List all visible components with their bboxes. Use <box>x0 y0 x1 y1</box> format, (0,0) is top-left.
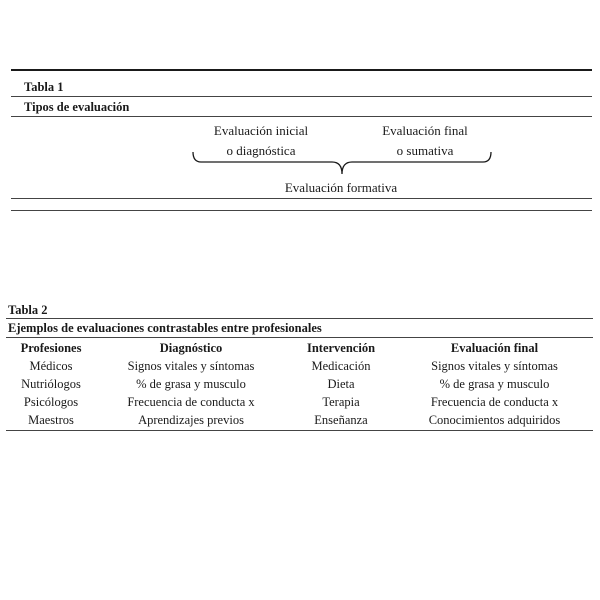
table-cell: Signos vitales y síntomas <box>431 359 558 373</box>
table-rule <box>6 318 593 319</box>
table-cell: % de grasa y musculo <box>439 377 550 391</box>
table-cell: Frecuencia de conducta x <box>127 395 255 409</box>
table-rule <box>6 430 593 431</box>
table-2 <box>6 300 593 435</box>
table-cell: % de grasa y musculo <box>136 377 246 391</box>
table-title: Ejemplos de evaluaciones contrastables entre profesionales <box>8 321 322 335</box>
table-1 <box>11 0 592 220</box>
label-line: o sumativa <box>396 143 454 158</box>
column-header-final-evaluation: Evaluación final <box>450 341 539 355</box>
table-row <box>6 375 593 393</box>
table-cell: Terapia <box>322 395 360 409</box>
table-cell: Aprendizajes previos <box>138 413 244 427</box>
column-header-diagnostic: Diagnóstico <box>159 341 223 355</box>
table-row <box>6 411 593 429</box>
column-header-professions: Profesiones <box>20 341 82 355</box>
curly-brace-icon <box>192 150 492 178</box>
table-cell: Médicos <box>29 359 73 373</box>
label-line: o diagnóstica <box>226 143 296 158</box>
table-cell: Nutriólogos <box>21 377 81 391</box>
table-cell: Dieta <box>327 377 355 391</box>
table-cell: Enseñanza <box>314 413 368 427</box>
table-number: Tabla 1 <box>24 80 64 94</box>
table-cell: Conocimientos adquiridos <box>428 413 561 427</box>
table-rule <box>11 96 592 97</box>
table-cell: Maestros <box>28 413 74 427</box>
table-cell: Psicólogos <box>23 395 79 409</box>
table-cell: Medicación <box>311 359 371 373</box>
label-line: Evaluación final <box>382 123 468 138</box>
table-cell: Signos vitales y síntomas <box>127 359 255 373</box>
label-line: Evaluación inicial <box>213 123 309 138</box>
table-row <box>6 357 593 375</box>
table-rule <box>11 69 592 71</box>
table-title: Tipos de evaluación <box>24 100 130 114</box>
table-number: Tabla 2 <box>8 303 48 317</box>
table-rule <box>11 198 592 199</box>
column-header-intervention: Intervención <box>306 341 376 355</box>
table-rule <box>11 210 592 211</box>
table-row <box>6 393 593 411</box>
table-rule <box>6 337 593 338</box>
formative-evaluation-label: Evaluación formativa <box>284 180 398 195</box>
table-rule <box>11 116 592 117</box>
comparison-table <box>6 339 593 429</box>
table-cell: Frecuencia de conducta x <box>430 395 559 409</box>
table-header-row <box>6 339 593 357</box>
